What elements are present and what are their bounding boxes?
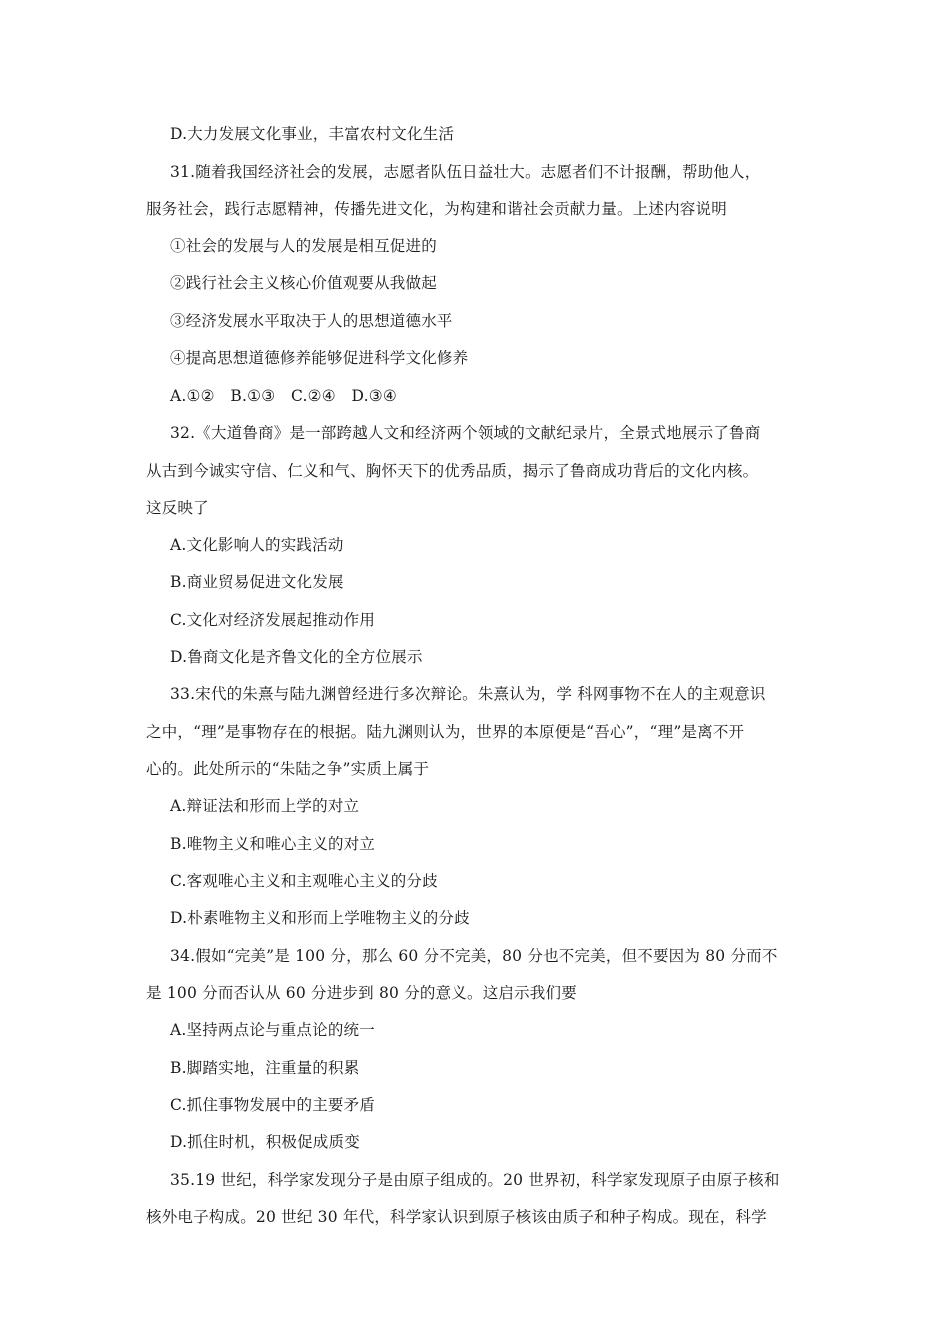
q32-stem-line-2: 从古到今诚实守信、仁义和气、胸怀天下的优秀品质，揭示了鲁商成功背后的文化内核。 bbox=[146, 462, 759, 480]
q33-option-b: B.唯物主义和唯心主义的对立 bbox=[170, 835, 376, 853]
q33-option-a: A.辩证法和形而上学的对立 bbox=[170, 797, 360, 815]
q32-option-b: B.商业贸易促进文化发展 bbox=[170, 573, 344, 591]
q34-stem-line-1: 34.假如“完美”是 100 分，那么 60 分不完美，80 分也不完美，但不要因为 80 分而不 bbox=[170, 947, 778, 965]
q31-options: A.①② B.①③ C.②④ D.③④ bbox=[170, 387, 397, 405]
q31-item-3: ③经济发展水平取决于人的思想道德水平 bbox=[170, 312, 453, 330]
q33-stem-line-2: 之中，“理”是事物存在的根据。陆九渊则认为，世界的本原便是“吾心”，“理”是离不开 bbox=[146, 723, 745, 741]
q32-stem-line-1: 32.《大道鲁商》是一部跨越人文和经济两个领域的文献纪录片，全景式地展示了鲁商 bbox=[170, 424, 761, 442]
q35-stem-line-2: 核外电子构成。20 世纪 30 年代，科学家认识到原子核该由质子和种子构成。现在，科学 bbox=[146, 1208, 767, 1226]
q35-stem-line-1: 35.19 世纪，科学家发现分子是由原子组成的。20 世界初，科学家发现原子由原子核和 bbox=[170, 1171, 780, 1189]
q34-option-d: D.抓住时机，积极促成质变 bbox=[170, 1133, 360, 1151]
q32-option-d: D.鲁商文化是齐鲁文化的全方位展示 bbox=[170, 648, 423, 666]
q33-stem-line-1: 33.宋代的朱熹与陆九渊曾经进行多次辩论。朱熹认为，学 科网事物不在人的主观意识 bbox=[170, 685, 766, 703]
q31-stem-line-1: 31.随着我国经济社会的发展，志愿者队伍日益壮大。志愿者们不计报酬，帮助他人， bbox=[170, 163, 761, 181]
q34-option-b: B.脚踏实地，注重量的积累 bbox=[170, 1059, 360, 1077]
q32-option-c: C.文化对经济发展起推动作用 bbox=[170, 611, 376, 629]
q34-option-a: A.坚持两点论与重点论的统一 bbox=[170, 1021, 375, 1039]
q31-item-4: ④提高思想道德修养能够促进科学文化修养 bbox=[170, 349, 469, 367]
q31-item-2: ②践行社会主义核心价值观要从我做起 bbox=[170, 274, 437, 292]
q32-option-a: A.文化影响人的实践活动 bbox=[170, 536, 344, 554]
q33-stem-line-3: 心的。此处所示的“朱陆之争”实质上属于 bbox=[146, 760, 430, 778]
q31-stem-line-2: 服务社会，践行志愿精神，传播先进文化，为构建和谐社会贡献力量。上述内容说明 bbox=[146, 200, 727, 218]
q33-option-d: D.朴素唯物主义和形而上学唯物主义的分歧 bbox=[170, 909, 470, 927]
q30-option-d: D.大力发展文化事业，丰富农村文化生活 bbox=[170, 125, 455, 143]
q31-item-1: ①社会的发展与人的发展是相互促进的 bbox=[170, 237, 437, 255]
q33-option-c: C.客观唯心主义和主观唯心主义的分歧 bbox=[170, 872, 438, 890]
q32-stem-line-3: 这反映了 bbox=[146, 499, 209, 517]
q34-option-c: C.抓住事物发展中的主要矛盾 bbox=[170, 1096, 376, 1114]
q34-stem-line-2: 是 100 分而否认从 60 分进步到 80 分的意义。这启示我们要 bbox=[146, 984, 577, 1002]
